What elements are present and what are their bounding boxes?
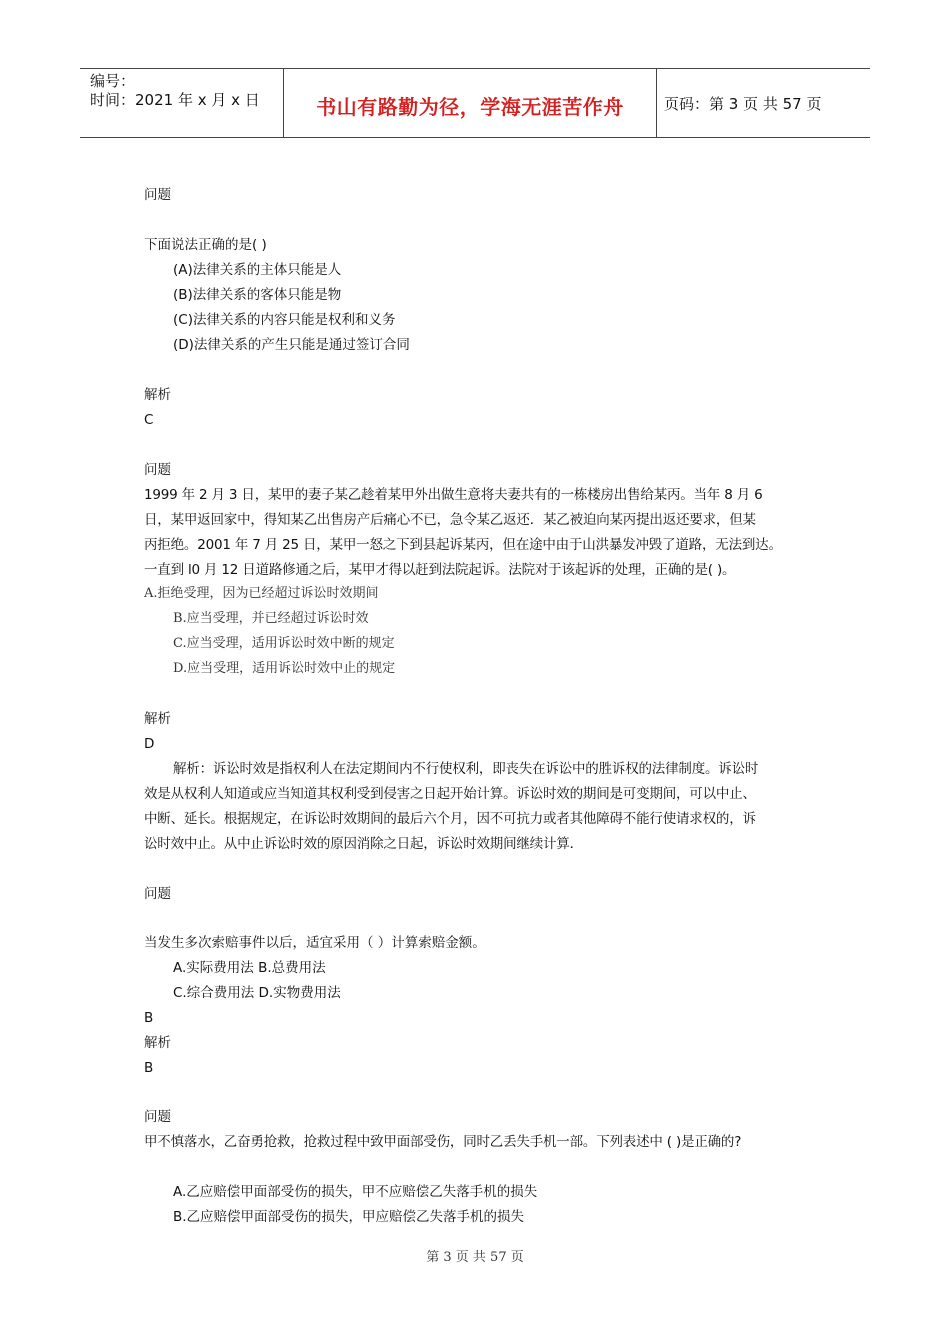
question-heading: 问题 — [144, 886, 171, 902]
question-stem: 甲不慎落水，乙奋勇抢救，抢救过程中致甲面部受伤，同时乙丢失手机一部。下列表述中 ( )是正确的? — [144, 1134, 742, 1150]
analysis-heading: 解析 — [144, 711, 171, 727]
answer-text: B — [144, 1010, 154, 1026]
page-header — [80, 68, 870, 138]
options-row: A.实际费用法 B.总费用法 — [173, 960, 326, 976]
option-b: B.应当受理，并已经超过诉讼时效 — [173, 611, 369, 626]
analysis-answer: B — [144, 1060, 154, 1076]
question-heading: 问题 — [144, 462, 171, 478]
header-info-cell — [80, 69, 283, 137]
explanation-line: 效是从权利人知道或应当知道其权利受到侵害之日起开始计算。诉讼时效的期间是可变期间，可以中止、 — [144, 786, 756, 802]
option-a: A.乙应赔偿甲面部受伤的损失，甲不应赔偿乙失落手机的损失 — [173, 1184, 538, 1200]
document-number-label: 编号： — [90, 72, 136, 90]
question-heading: 问题 — [144, 187, 171, 203]
question-stem-line: 丙拒绝。2001 年 7 月 25 日，某甲一怒之下到县起诉某丙，但在途中由于山洪暴发冲毁了道路，无法到达。 — [144, 537, 782, 553]
analysis-heading: 解析 — [144, 1035, 171, 1051]
options-row: C.综合费用法 D.实物费用法 — [173, 985, 341, 1001]
option-b: (B)法律关系的客体只能是物 — [173, 287, 342, 303]
option-c: C.应当受理，适用诉讼时效中断的规定 — [173, 636, 395, 651]
explanation-line: 中断、延长。根据规定，在诉讼时效期间的最后六个月，因不可抗力或者其他障碍不能行使请求权的，诉 — [144, 811, 756, 827]
option-d: (D)法律关系的产生只能是通过签订合同 — [173, 337, 410, 353]
question-stem-line: 1999 年 2 月 3 日，某甲的妻子某乙趁着某甲外出做生意将夫妻共有的一栋楼房出售给某丙。当年 8 月 6 — [144, 487, 763, 503]
page-footer: 第 3 页 共 57 页 — [426, 1250, 524, 1265]
option-d: D.应当受理，适用诉讼时效中止的规定 — [173, 661, 396, 676]
question-stem-line: 日，某甲返回家中，得知某乙出售房产后痛心不已，急令某乙返还．某乙被迫向某丙提出返还要求，但某 — [144, 512, 756, 528]
motto-text: 书山有路勤为径，学海无涯苦作舟 — [316, 95, 624, 119]
document-date-label: 时间：2021 年 x 月 x 日 — [90, 91, 260, 109]
header-motto-cell — [283, 69, 657, 137]
explanation-line: 解析：诉讼时效是指权利人在法定期间内不行使权利，即丧失在诉讼中的胜诉权的法律制度。诉讼时 — [173, 761, 759, 777]
option-c: (C)法律关系的内容只能是权利和义务 — [173, 312, 396, 328]
explanation-line: 讼时效中止。从中止诉讼时效的原因消除之日起，诉讼时效期间继续计算． — [144, 836, 583, 852]
answer-text: C — [144, 412, 154, 428]
page-code: 页码：第 3 页 共 57 页 — [664, 95, 822, 113]
question-stem: 当发生多次索赔事件以后，适宜采用（ ）计算索赔金额。 — [144, 935, 486, 951]
answer-text: D — [144, 736, 155, 752]
question-stem: 下面说法正确的是( ) — [144, 237, 267, 253]
option-a: (A)法律关系的主体只能是人 — [173, 262, 342, 278]
analysis-heading: 解析 — [144, 387, 171, 403]
question-heading: 问题 — [144, 1109, 171, 1125]
header-page-cell — [656, 69, 870, 137]
option-b: B.乙应赔偿甲面部受伤的损失，甲应赔偿乙失落手机的损失 — [173, 1209, 525, 1225]
question-stem-line: 一直到 l0 月 12 日道路修通之后，某甲才得以赶到法院起诉。法院对于该起诉的处理，正确的是( )。 — [144, 562, 736, 578]
option-a: A.拒绝受理，因为已经超过诉讼时效期间 — [144, 586, 379, 601]
